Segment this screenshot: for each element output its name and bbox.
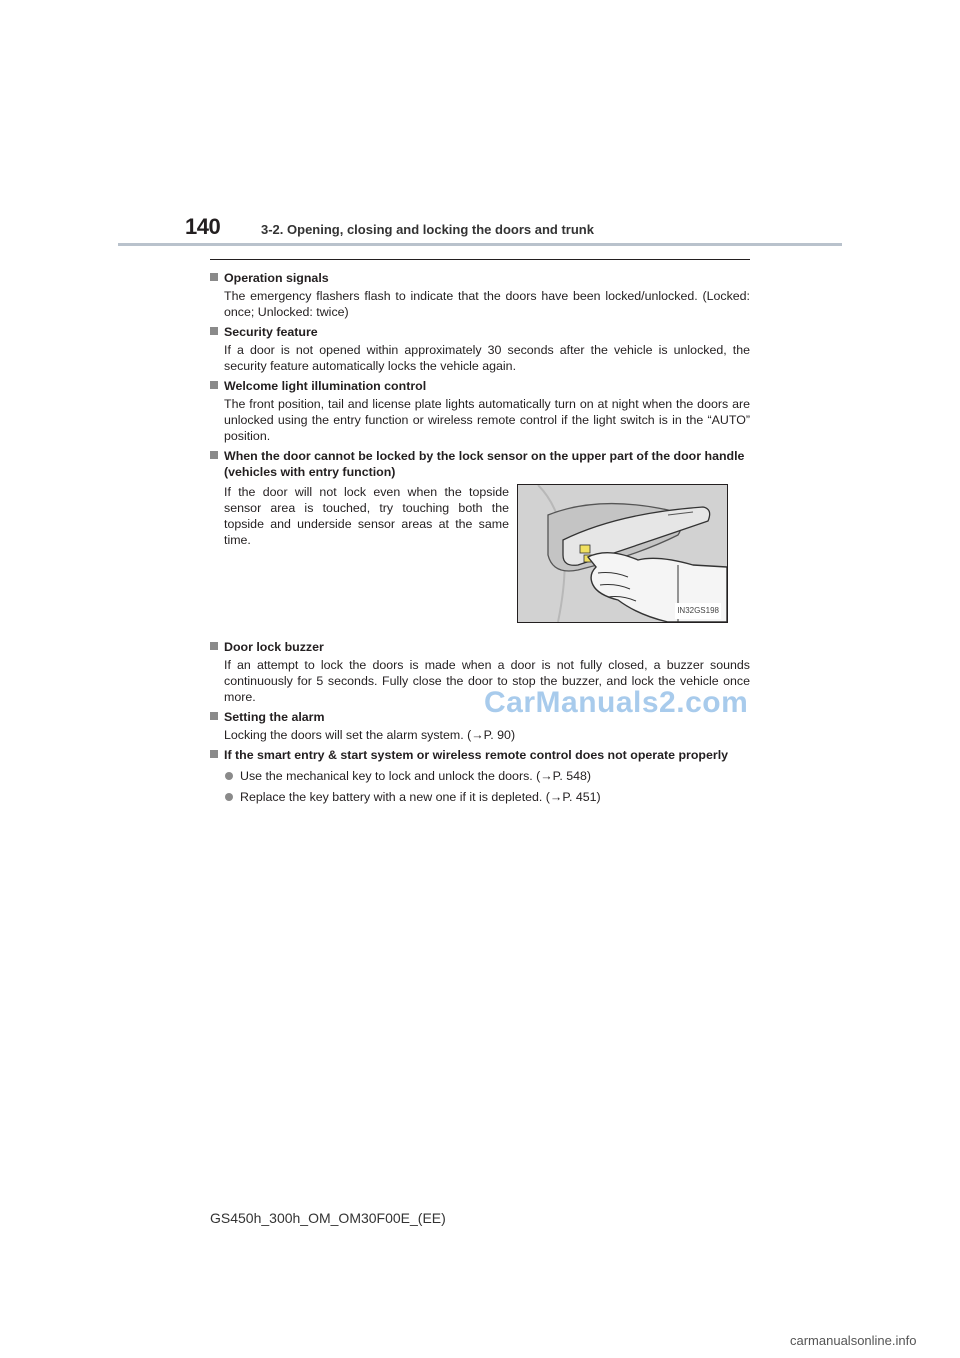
item-welcome-light <box>210 378 750 444</box>
footer-model-code: GS450h_300h_OM_OM30F00E_(EE) <box>210 1210 446 1226</box>
footer-site: carmanualsonline.info <box>790 1333 917 1348</box>
item-title: Door lock buzzer <box>224 640 324 654</box>
door-handle-hand-icon <box>518 485 727 622</box>
square-marker-icon <box>210 273 218 281</box>
square-marker-icon <box>210 327 218 335</box>
square-marker-icon <box>210 381 218 389</box>
item-body: The emergency flashers flash to indicate that the doors have been locked/unlocked. (Locked: once; Unlocked: twice) <box>224 289 750 319</box>
item-body: The front position, tail and license plate lights automatically turn on at night when the doors are unlocked using the entry function or wireless remote control if the light switch is in the “AUTO” position. <box>224 397 750 443</box>
square-marker-icon <box>210 712 218 720</box>
item-body: Locking the doors will set the alarm system. (→P. 90) <box>224 728 516 742</box>
item-title: Operation signals <box>224 271 329 285</box>
content-divider <box>210 259 750 260</box>
square-marker-icon <box>210 642 218 650</box>
square-marker-icon <box>210 451 218 459</box>
item-body: If the door will not lock even when the topside sensor area is touched, try touching both the topside and underside sensor areas at the same time. <box>224 485 509 547</box>
watermark: CarManuals2.com <box>484 686 749 719</box>
item-body: If an attempt to lock the doors is made when a door is not fully closed, a buzzer sounds continuously for 5 seconds. Fully close the door to stop the buzzer, and lock the vehicle once more. <box>224 658 750 704</box>
item-title: Setting the alarm <box>224 710 325 724</box>
list-item <box>210 789 750 805</box>
item-title: When the door cannot be locked by the lock sensor on the upper part of the door handle (vehicles with entry function) <box>224 449 745 479</box>
list-item <box>210 768 750 784</box>
content-area <box>210 270 750 809</box>
section-title: 3-2. Opening, closing and locking the doors and trunk <box>261 222 594 237</box>
door-handle-illustration <box>517 484 728 623</box>
item-title: If the smart entry & start system or wireless remote control does not operate properly <box>224 748 729 762</box>
bullet-dot-icon <box>225 793 233 801</box>
square-marker-icon <box>210 750 218 758</box>
bullet-text: Replace the key battery with a new one if it is depleted. (→P. 451) <box>240 790 601 804</box>
bullet-dot-icon <box>225 772 233 780</box>
header-divider <box>118 243 842 246</box>
figure-code: IN32GS198 <box>675 603 721 619</box>
page-number: 140 <box>185 214 221 239</box>
bullet-text: Use the mechanical key to lock and unlock the doors. (→P. 548) <box>240 769 592 783</box>
item-body: If a door is not opened within approximately 30 seconds after the vehicle is unlocked, the security feature automatically locks the vehicle again. <box>224 343 750 373</box>
item-title: Welcome light illumination control <box>224 379 427 393</box>
item-lock-sensor <box>210 448 750 623</box>
item-security-feature <box>210 324 750 374</box>
page-header <box>0 0 960 260</box>
item-smart-entry-troubleshooting <box>210 747 750 805</box>
item-title: Security feature <box>224 325 318 339</box>
item-operation-signals <box>210 270 750 320</box>
